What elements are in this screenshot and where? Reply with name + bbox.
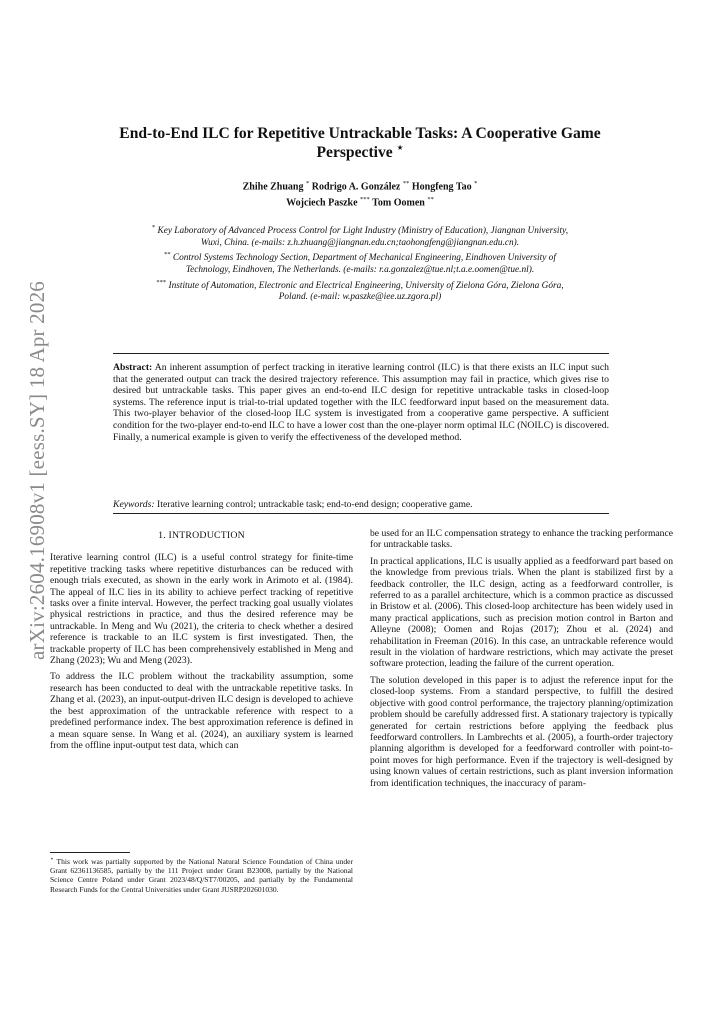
affiliation-text: Key Laboratory of Advanced Process Control for Light Industry (Ministry of Education), Jiangnan University, Wuxi, China. (e-mails: z.h.zhuang@jiangnan.edu.cn;taohongfeng@jiangnan.edu.cn).	[157, 226, 569, 248]
author-name: Zhihe Zhuang	[242, 181, 304, 193]
abstract-text: An inherent assumption of perfect tracking in iterative learning control (ILC) is that there exists an ILC input such that the generated output can track the desired trajectory reference. This assumption may fail in practice, which gives rise to desired but untrackable tasks. This paper gives an end-to-end ILC design for repetitive untrackable tasks in closed-loop systems. The reference input is trial-to-trial updated together with the ILC feedforward input based on the measurement data. This two-player behavior of the closed-loop ILC system is investigated from a cooperative game perspective. A sufficient condition for the two-player end-to-end ILC to have a lower cost than the one-player norm optimal ILC (NOILC) is discovered. Finally, a numerical example is given to verify the effectiveness of the developed method.	[113, 362, 609, 443]
keywords	[113, 499, 609, 511]
affiliation-text: Control Systems Technology Section, Department of Mechanical Engineering, Eindhoven University of Technology, Eindhoven, The Netherlands. (e-mails: r.a.gonzalez@tue.nl;t.a.e.oomen@tue.nl).	[172, 253, 556, 275]
author-name: Rodrigo A. González	[311, 181, 401, 193]
affiliation	[150, 249, 570, 276]
keywords-label: Keywords:	[113, 499, 155, 510]
body-paragraph: To address the ILC problem without the trackability assumption, some research has been conducted to deal with the untrackable repetitive tasks. In Zhang et al. (2023), an input-output-driven ILC design is developed to achieve the best approximation of the untrackable reference with respect to a predefined performance index. The best approximation reference is defined in a mean square sense. In Wang et al. (2024), an auxiliary system is learned from the offline input-output test data, which can	[50, 671, 353, 751]
author-name: Hongfeng Tao	[411, 181, 472, 193]
author-affil-mark: **	[427, 195, 434, 203]
footnote-text: This work was partially supported by the National Natural Science Foundation of China under Grant 62361136585, partially by the 111 Project under Grant B23008, partially by the National Science Centre Poland under Grant 2023/48/Q/ST7/00205, and partially by the Fundamental Research Funds for the Central Universities under Grant JUSRP202601030.	[50, 857, 353, 894]
affiliation	[150, 277, 570, 304]
section-heading: 1. INTRODUCTION	[158, 530, 245, 541]
title-footnote-marker: ⋆	[396, 141, 404, 154]
abstract	[113, 362, 609, 443]
affiliation	[150, 222, 570, 249]
abstract-top-rule	[113, 353, 609, 354]
body-paragraph: Iterative learning control (ILC) is a useful control strategy for finite-time repetitive tracking tasks where repetitive disturbances can be reduced with enough trials executed, as shown in the early work in Arimoto et al. (1984). The appeal of ILC lies in its ability to achieve perfect tracking of repetitive tasks over a finite interval. However, the perfect tracking goal usually violates physical restrictions in practice, and thus the desired reference may be untrackable. In Meng and Wu (2021), the criteria to check whether a desired reference is trackable to an ILC system is first investigated. Then, the trackable property of ILC has been comprehensively established in Meng and Zhang (2023); Wu and Meng (2023).	[50, 552, 353, 667]
body-paragraph: In practical applications, ILC is usually applied as a feedforward part based on the knowledge from previous trials. When the plant is stabilized first by a feedback controller, the ILC design, acting as a feedforward controller, is referred to as a parallel architecture, which is a common practice as discussed in Bristow et al. (2006). This closed-loop architecture has been widely used in many practical applications, such as precision motion control in Barton and Alleyne (2008); Oomen and Rojas (2017); Zhou et al. (2024) and rehabilitation in Freeman (2016). In this case, an untrackable reference would result in the violation of hardware restrictions, which may activate the preset software protection, leading the failure of the current operation.	[370, 555, 673, 670]
affiliation-text: Institute of Automation, Electronic and Electrical Engineering, University of Zielona Góra, Zielona Góra, Poland. (e-mail: w.paszke@iee.uz.zgora.pl)	[168, 280, 564, 303]
abstract-label: Abstract:	[113, 362, 153, 373]
author-name: Tom Oomen	[372, 197, 425, 209]
body-paragraph: be used for an ILC compensation strategy to enhance the tracking performance for untrackable tasks.	[370, 528, 673, 551]
affiliation-list	[150, 222, 570, 304]
funding-footnote	[50, 857, 353, 894]
author-list	[110, 178, 610, 210]
author-affil-mark: ***	[360, 195, 370, 203]
keywords-text: Iterative learning control; untrackable task; end-to-end design; cooperative game.	[157, 499, 473, 510]
footnote-marker: ⋆	[50, 856, 54, 863]
affiliation-mark: **	[164, 251, 171, 259]
author-affil-mark: *	[306, 180, 310, 187]
left-column	[50, 528, 353, 756]
footnote-rule	[50, 852, 130, 853]
abstract-bottom-rule	[113, 513, 609, 514]
arxiv-identifier: arXiv:2604.16908v1 [eess.SY] 18 Apr 2026	[24, 280, 49, 660]
body-paragraph: The solution developed in this paper is to adjust the reference input for the closed-loop systems. From a standard perspective, to fulfill the desired objective with good control performance, the trajectory planning/optimization problem should be carefully addressed first. A stationary trajectory is typically generated for certain restrictions before applying the feedback plus feedforward controllers. In Lambrechts et al. (2005), a fourth-order trajectory planning algorithm is developed for a feedforward controller with point-to-point moves for high performance. Even if the trajectory is well-designed by using known values of certain restrictions, such as plant inversion information from identification techniques, the inaccuracy of param-	[370, 674, 673, 789]
paper-title-text: End-to-End ILC for Repetitive Untrackable Tasks: A Cooperative Game Perspective	[119, 125, 601, 161]
affiliation-mark: ***	[156, 278, 167, 286]
affiliation-mark: *	[151, 224, 156, 231]
right-column	[370, 528, 673, 794]
author-affil-mark: *	[474, 180, 478, 187]
paper-title	[110, 124, 610, 162]
author-name: Wojciech Paszke	[286, 197, 358, 209]
author-affil-mark: **	[402, 180, 410, 187]
